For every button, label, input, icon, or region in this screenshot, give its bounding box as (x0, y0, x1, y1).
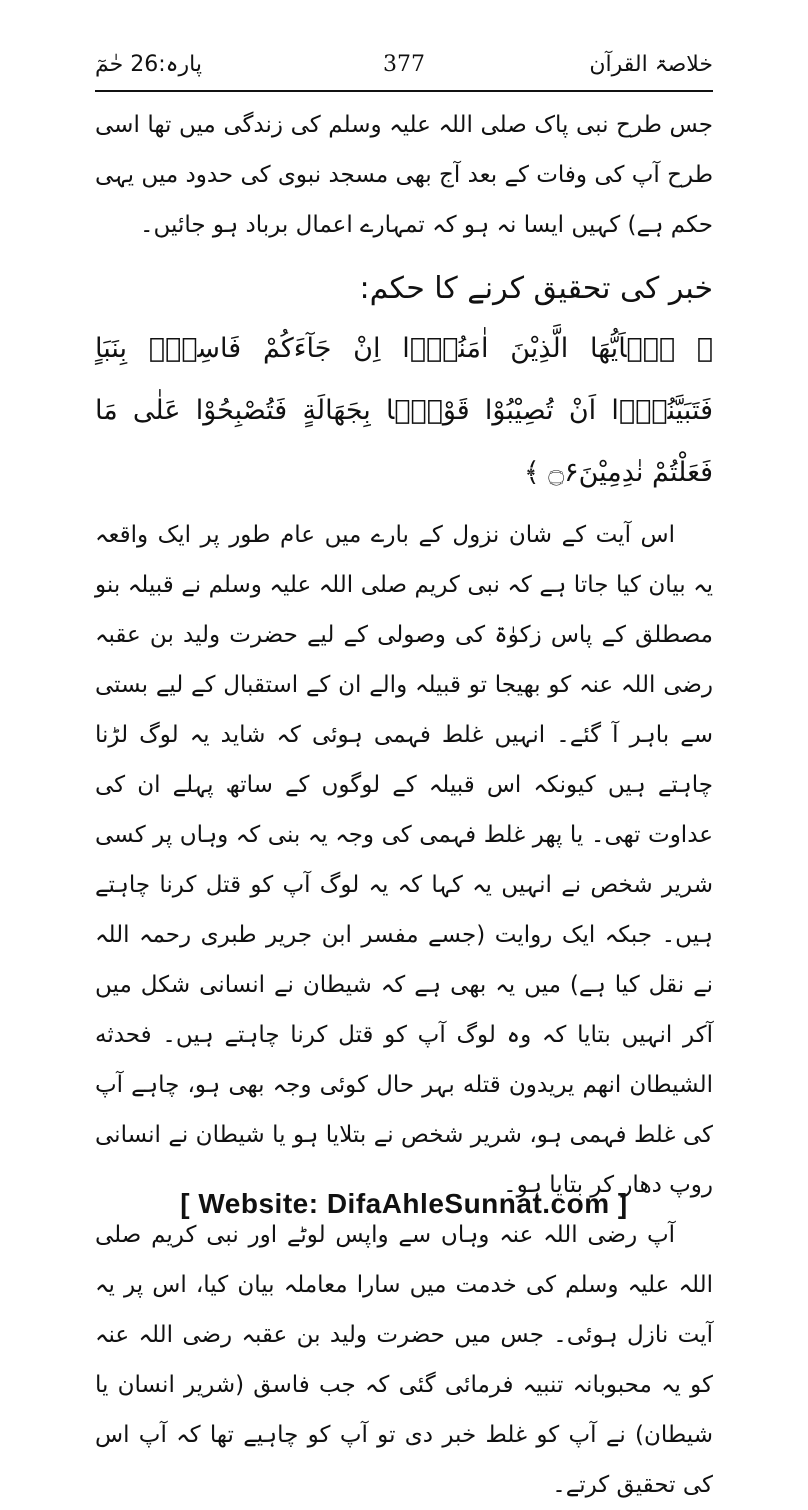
website-footer: [ Website: DifaAhleSunnat.com ] (180, 1188, 628, 1219)
body-paragraph-2: آپ رضی اللہ عنہ وہاں سے واپس لوٹے اور نبی کریم صلی اللہ علیہ وسلم کی خدمت میں سارا معاملہ بیان کیا، اس پر یہ آیت نازل ہوئی۔ جس میں حضرت ولید بن عقبہ رضی اللہ عنہ کو یہ محبوبانہ تنبیہ فرمائی گئی کہ جب فاسق (شریر انسان یا شیطان) نے آپ کو غلط خبر دی تو آپ کو چاہیے تھا کہ آپ اس کی تحقیق کرتے۔ (95, 1222, 713, 1498)
para-label: پارہ:26 (130, 51, 203, 77)
quran-verse: ﴿ یٰۤاَیُّهَا الَّذِیْنَ اٰمَنُوْۤا اِنْ جَآءَكُمْ فَاسِقٌۢ بِنَبَاٍ فَتَبَیَّنُوْۤا اَنْ تُصِیْبُوْا قَوْمًۢا بِجَهَالَةٍ فَتُصْبِحُوْا عَلٰى مَا فَعَلْتُمْ نٰدِمِیْنَ۝۶ ﴾ (95, 333, 713, 488)
para-indicator (95, 52, 202, 77)
intro-paragraph: جس طرح نبی پاک صلی اللہ علیہ وسلم کی زندگی میں تھا اسی طرح آپ کی وفات کے بعد آج بھی مسجد نبوی کی حدود میں یہی حکم ہے) کہیں ایسا نہ ہو کہ تمہارے اعمال برباد ہو جائیں۔ (95, 112, 713, 238)
page-body (95, 100, 713, 1510)
page-number: 377 (383, 51, 425, 77)
body-paragraph-1: اس آیت کے شان نزول کے بارے میں عام طور پر ایک واقعہ یہ بیان کیا جاتا ہے کہ نبی کریم صلی اللہ علیہ وسلم نے قبیلہ بنو مصطلق کے پاس زکوٰۃ کی وصولی کے لیے حضرت ولید بن عقبہ رضی اللہ عنہ کو بھیجا تو قبیلہ والے ان کے استقبال کے لیے بستی سے باہر آ گئے۔ انہیں غلط فہمی ہوئی کہ شاید یہ لوگ لڑنا چاہتے ہیں کیونکہ اس قبیلہ کے لوگوں کے ساتھ پہلے ان کی عداوت تھی۔ یا پھر غلط فہمی کی وجہ یہ بنی کہ وہاں پر کسی شریر شخص نے انہیں یہ کہا کہ یہ لوگ آپ کو قتل کرنا چاہتے ہیں۔ جبکہ ایک روایت (جسے مفسر ابن جریر طبری رحمہ اللہ نے نقل کیا ہے) میں یہ بھی ہے کہ شیطان نے انسانی شکل میں آکر انہیں بتایا کہ وہ لوگ آپ کو قتل کرنا چاہتے ہیں۔ فحدثه الشیطان انهم یریدون قتله بہر حال کوئی وجہ بھی ہو، چاہے آپ کی غلط فہمی ہو، شریر شخص نے بتلایا ہو یا شیطان نے انسانی روپ دھار کر بتایا ہو۔ (95, 522, 713, 1198)
para-name: حٰمٓ (95, 51, 124, 77)
page-header (95, 38, 713, 92)
section-heading: خبر کی تحقیق کرنے کا حکم: (359, 271, 713, 306)
book-title: خلاصۃ القرآن (589, 51, 713, 77)
